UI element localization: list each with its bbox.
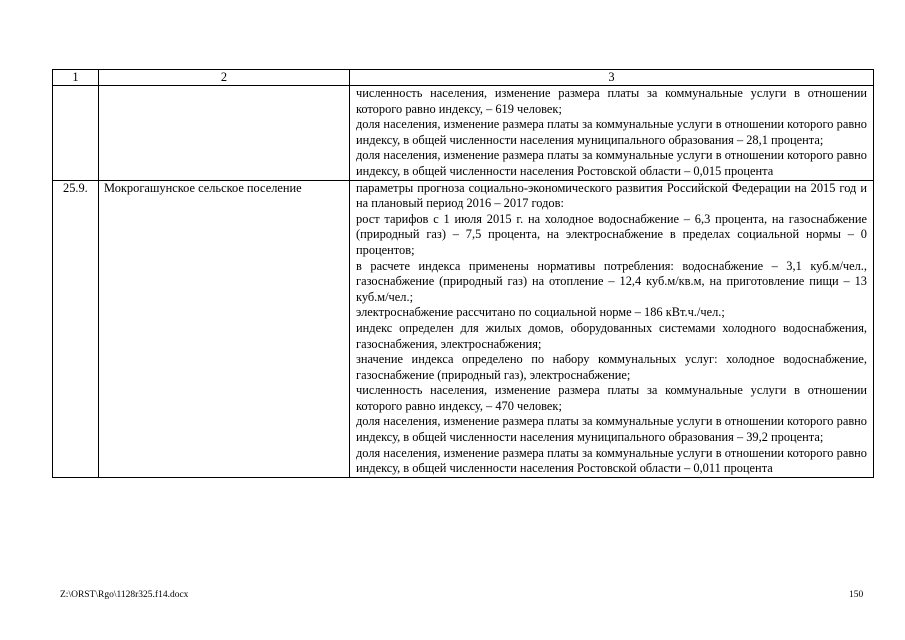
table-header-row [53,70,874,86]
paragraph: численность населения, изменение размера платы за коммунальные услуги в отношении которого равно индексу, – 470 человек; [356,383,867,413]
paragraph: доля населения, изменение размера платы за коммунальные услуги в отношении которого равно индексу, в общей численности населения Ростовской области – 0,011 процента [356,445,867,476]
paragraph: параметры прогноза социально-экономического развития Российской Федерации на 2015 год и на плановый период 2016 – 2017 годов: [356,180,867,211]
table-row [53,180,874,477]
footer-page-number: 150 [849,590,864,600]
row-description [350,86,874,181]
paragraph: в расчете индекса применены нормативы потребления: водоснабжение – 3,1 куб.м/чел., газоснабжение (природный газ) на отопление – 12,4 куб.м/кв.м, на приготовление пищи – 13 куб.м/чел.; [356,258,867,304]
header-col-2: 2 [99,70,350,86]
row-description [350,180,874,477]
paragraph: рост тарифов с 1 июля 2015 г. на холодное водоснабжение – 6,3 процента, на газоснабжение (природный газ) – 7,5 процента, на электроснабжение в пределах социальной нормы – 0 процентов; [356,211,867,257]
paragraph: доля населения, изменение размера платы за коммунальные услуги в отношении которого равно индексу, в общей численности населения муниципального образования – 28,1 процента; [356,117,867,147]
settlement-name: Мокрогашунское сельское поселение [99,180,350,477]
footer-file-path: Z:\ORST\Rgo\1128r325.f14.docx [60,590,189,600]
paragraph: электроснабжение рассчитано по социальной норме – 186 кВт.ч./чел.; [356,305,725,320]
paragraph: значение индекса определено по набору коммунальных услуг: холодное водоснабжение, газоснабжение (природный газ), электроснабжение; [356,352,867,382]
table-row [53,86,874,181]
document-table [52,69,874,478]
paragraph: индекс определен для жилых домов, оборудованных системами холодного водоснабжения, газоснабжения, электроснабжения; [356,320,867,351]
paragraph: доля населения, изменение размера платы за коммунальные услуги в отношении которого равно индексу, в общей численности населения Ростовской области – 0,015 процента [356,148,867,178]
paragraph: доля населения, изменение размера платы за коммунальные услуги в отношении которого равно индексу, в общей численности населения муниципального образования – 39,2 процента; [356,414,867,445]
paragraph: численность населения, изменение размера платы за коммунальные услуги в отношении которого равно индексу, – 619 человек; [356,86,867,116]
settlement-name [99,86,350,181]
header-col-1: 1 [53,70,99,86]
header-col-3: 3 [350,70,874,86]
row-number: 25.9. [53,180,99,477]
row-number [53,86,99,181]
